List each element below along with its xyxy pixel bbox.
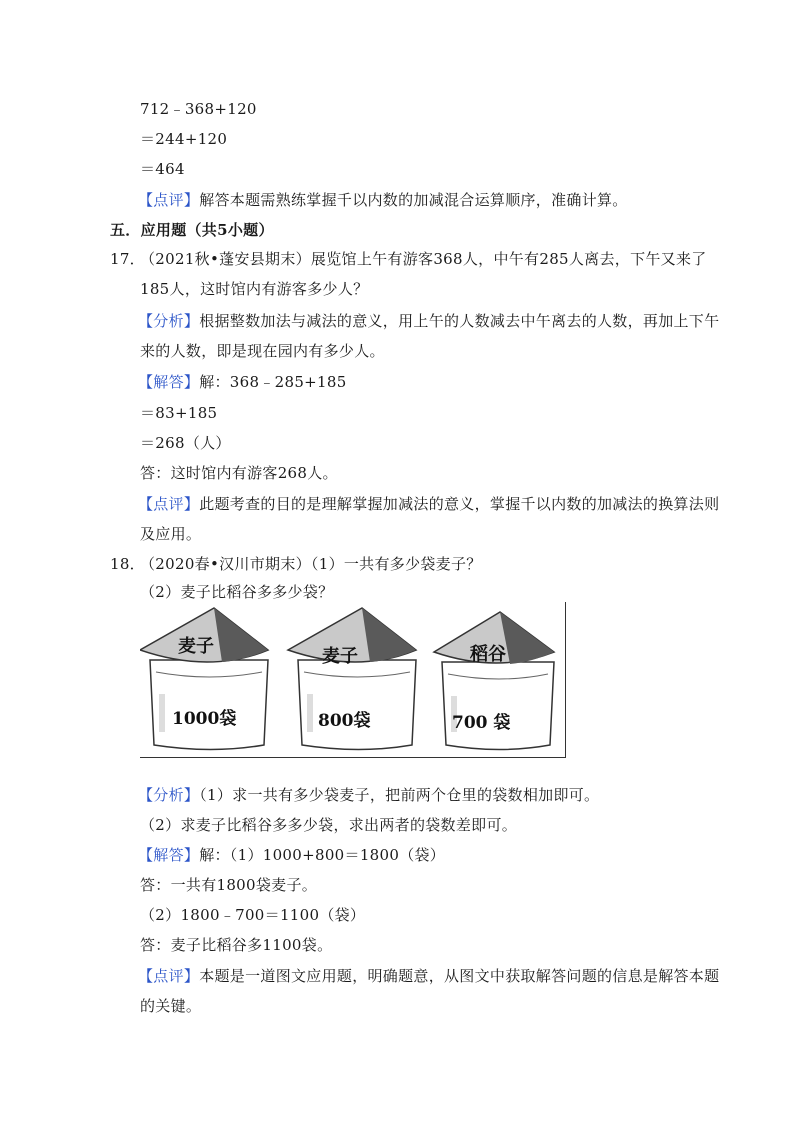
q17-analysis xyxy=(138,310,719,331)
q18-solution-1: 解：（1）1000+800＝1800（袋） xyxy=(199,846,446,864)
silo-rice xyxy=(434,612,554,750)
q17-comment xyxy=(138,493,719,514)
q18-comment-line-2: 的关键。 xyxy=(140,997,202,1015)
answer-tag: 【解答】 xyxy=(138,373,200,391)
q17-answer: 答：这时馆内有游客268人。 xyxy=(140,464,338,482)
analysis-tag: 【分析】 xyxy=(138,312,200,330)
silo-figure xyxy=(140,602,566,758)
q17-step-3: ＝268（人） xyxy=(140,434,231,452)
comment-tag: 【点评】 xyxy=(138,191,200,209)
q18-text-line-2: （2）麦子比稻谷多多少袋？ xyxy=(140,583,334,601)
answer-tag: 【解答】 xyxy=(138,846,200,864)
top-comment-text: 解答本题需熟练掌握千以内数的加减混合运算顺序，准确计算。 xyxy=(199,191,628,209)
q17-text-line-2: 185人，这时馆内有游客多少人？ xyxy=(140,280,369,298)
silo-label: 麦子 xyxy=(178,636,214,657)
comment-tag: 【点评】 xyxy=(138,495,200,513)
q18-comment-line-1: 本题是一道图文应用题，明确题意，从图文中获取解答问题的信息是解答本题 xyxy=(199,967,720,985)
silo-label: 麦子 xyxy=(322,646,358,667)
q18-number: 18． xyxy=(110,555,145,573)
q18-analysis xyxy=(138,784,599,805)
silo-illustration xyxy=(140,602,566,758)
top-comment xyxy=(138,189,628,210)
silo-wheat-1 xyxy=(140,608,268,750)
q17-analysis-line-2: 来的人数，即是现在园内有多少人。 xyxy=(140,342,385,360)
q18-answer-1: 答：一共有1800袋麦子。 xyxy=(140,876,318,894)
q17-comment-line-2: 及应用。 xyxy=(140,525,202,543)
q17-step-2: ＝83+185 xyxy=(140,404,218,422)
q18-solution-2: （2）1800﹣700＝1100（袋） xyxy=(140,906,366,924)
calc-line-1: 712﹣368+120 xyxy=(140,100,257,118)
q17-number: 17． xyxy=(110,250,145,268)
q17-solution xyxy=(138,371,347,392)
comment-tag: 【点评】 xyxy=(138,967,200,985)
q17-text-line-1: （2021秋•蓬安县期末）展览馆上午有游客368人，中午有285人离去，下午又来了 xyxy=(140,250,707,268)
calc-line-2: ＝244+120 xyxy=(140,130,228,148)
q17-analysis-line-1: 根据整数加法与减法的意义，用上午的人数减去中午离去的人数，再加上下午 xyxy=(199,312,720,330)
silo-count: 1000袋 xyxy=(172,709,237,729)
q18-solution xyxy=(138,844,445,865)
q18-answer-2: 答：麦子比稻谷多1100袋。 xyxy=(140,936,333,954)
q18-text-line-1: （2020春•汉川市期末）（1）一共有多少袋麦子？ xyxy=(140,555,482,573)
section-title: 五．应用题（共5小题） xyxy=(110,221,274,239)
q18-comment xyxy=(138,965,719,986)
q18-analysis-line-2: （2）求麦子比稻谷多多少袋，求出两者的袋数差即可。 xyxy=(140,816,518,834)
silo-count: 800袋 xyxy=(318,711,371,731)
analysis-tag: 【分析】 xyxy=(138,786,200,804)
q18-analysis-line-1: （1）求一共有多少袋麦子，把前两个仓里的袋数相加即可。 xyxy=(199,786,600,804)
silo-label: 稻谷 xyxy=(470,644,506,665)
q17-solution-text: 解：368﹣285+185 xyxy=(199,373,347,391)
calc-line-3: ＝464 xyxy=(140,160,185,178)
silo-wheat-2 xyxy=(288,608,416,750)
silo-count: 700 袋 xyxy=(452,713,511,733)
q17-comment-line-1: 此题考查的目的是理解掌握加减法的意义，掌握千以内数的加减法的换算法则 xyxy=(199,495,720,513)
